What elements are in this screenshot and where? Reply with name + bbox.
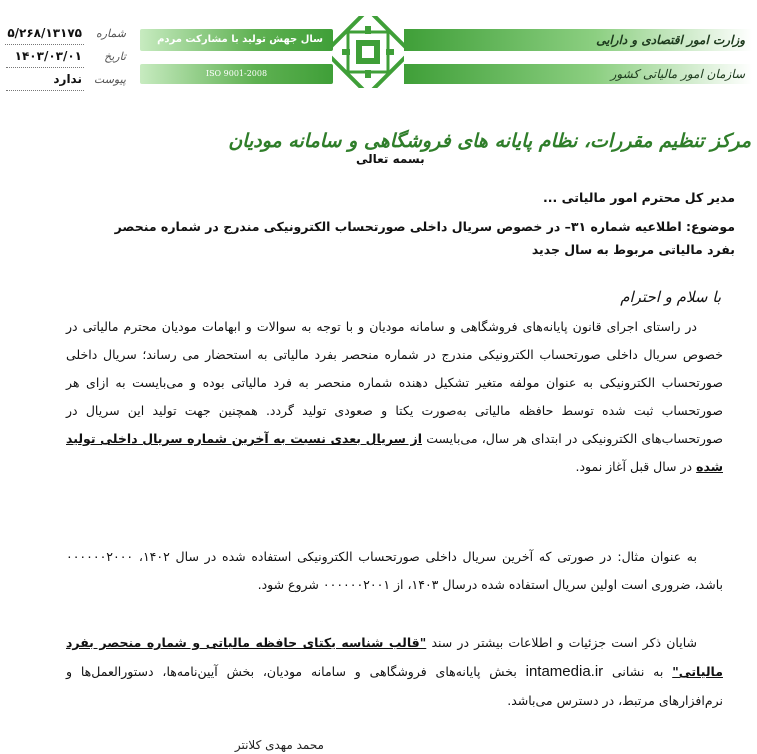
ministry-name: وزارت امور اقتصادی و دارایی: [596, 33, 745, 47]
slogan-banner: سال جهش تولید با مشارکت مردم: [140, 29, 333, 51]
letter-attachment-value: ندارد: [6, 68, 84, 91]
greeting: با سلام و احترام: [620, 288, 721, 306]
subject-line: موضوع: اطلاعیه شماره ۳۱– در خصوص سریال داخلی صورتحساب الکترونیکی مندرج در شماره منحصر بفرد مالیاتی مربوط به سال جدید: [114, 219, 735, 257]
website-url[interactable]: intamedia.ir: [525, 663, 604, 680]
signature-name: محمد مهدی کلانتر: [234, 738, 324, 752]
paragraph-main: [66, 313, 723, 481]
letter-attachment-label: پیوست: [93, 73, 126, 86]
iso-banner: ISO 9001-2008: [140, 64, 333, 84]
paragraph-main-emphasis: از سریال بعدی نسبت به آخرین شماره سریال داخلی تولید شده: [66, 431, 723, 474]
paragraph-reference: [66, 628, 723, 715]
tax-organization-logo-icon: [332, 16, 404, 88]
paragraph-main-tail: در سال قبل آغاز نمود.: [575, 459, 693, 474]
recipient: مدیر کل محترم امور مالیاتی ...: [543, 190, 735, 205]
paragraph-main-text: در راستای اجرای قانون پایانه‌های فروشگاهی و سامانه مودیان و با توجه به سوالات و ابهامات مودیان محترم مالیاتی در خصوص سریال داخلی صورتحساب الکترونیکی مندرج در شماره منحصر بفرد مالیاتی به استحضار می رساند؛ سریال داخلی صورتحساب الکترونیکی به عنوان مولفه متغیر تشکیل دهنده شماره منحصر به فرد مالیاتی بوده و می‌بایست به ازای هر صورتحساب ثبت شده توسط حافظه مالیاتی به‌صورت یکتا و صعودی تولید گردد. همچنین جهت تولید این سریال در صورتحساب‌های الکترونیکی در ابتدای هر سال، می‌بایست: [66, 319, 723, 446]
letter-number-row: [6, 22, 126, 45]
letter-meta: [6, 22, 126, 91]
letter-date-row: [6, 45, 126, 68]
center-title: مرکز تنظیم مقررات، نظام پایانه های فروشگاهی و سامانه مودیان: [228, 130, 751, 152]
paragraph-reference-mid: به نشانی: [612, 664, 664, 679]
besmeh-heading: بسمه تعالی: [356, 152, 425, 166]
paragraph-example: به عنوان مثال: در صورتی که آخرین سریال داخلی صورتحساب الکترونیکی استفاده شده در سال ۱۴۰۲، ۰۰۰۰۰۰۲۰۰۰ باشد، ضروری است اولین سریال استفاده شده درسال ۱۴۰۳، از ۰۰۰۰۰۰۲۰۰۱ شروع شود.: [66, 549, 723, 592]
document-title-emphasis: "قالب شناسه یکتای حافظه مالیاتی و شماره منحصر بفرد مالیاتی": [66, 635, 723, 679]
paragraph-reference-tail: بخش پایانه‌های فروشگاهی و سامانه مودیان، بخش آیین‌نامه‌ها، دستورالعمل‌ها و نرم‌افزارهای مرتبط، در دسترس می‌باشد.: [66, 664, 723, 708]
letter-attachment-row: [6, 68, 126, 91]
letter-number-value: ۵/۲۶۸/۱۳۱۷۵: [5, 22, 84, 45]
paragraph-reference-text: شایان ذکر است جزئیات و اطلاعات بیشتر در سند: [431, 635, 697, 650]
letter-date-label: تاریخ: [104, 50, 126, 63]
letter-number-label: شماره: [95, 27, 126, 40]
letter-date-value: ۱۴۰۳/۰۳/۰۱: [6, 45, 84, 68]
organization-name: سازمان امور مالیاتی کشور: [610, 67, 745, 81]
